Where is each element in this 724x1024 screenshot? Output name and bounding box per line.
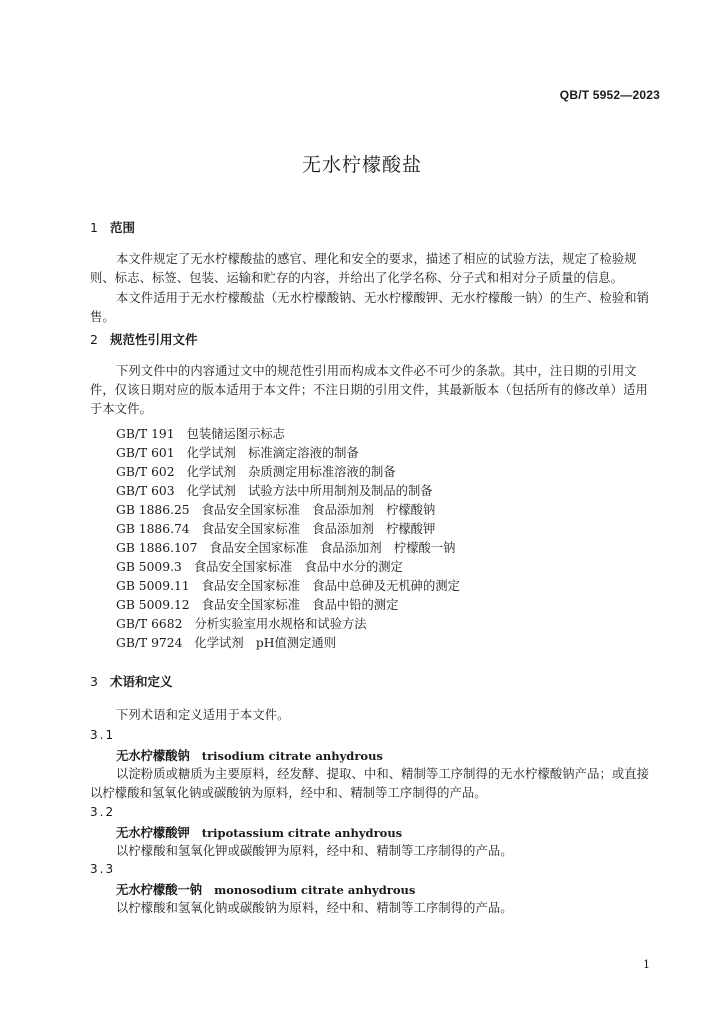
section-heading-scope bbox=[90, 218, 135, 236]
reference-title: 化学试剂 杂质测定用标准溶液的制备 bbox=[186, 465, 396, 479]
term-definition: 以柠檬酸和氢氧化钠或碳酸钠为原料，经中和、精制等工序制得的产品。 bbox=[116, 901, 513, 915]
reference-code: GB/T 9724 bbox=[116, 636, 183, 650]
page-number: 1 bbox=[643, 958, 650, 971]
scope-paragraph-2: 本文件适用于无水柠檬酸盐（无水柠檬酸钠、无水柠檬酸钾、无水柠檬酸一钠）的生产、检验和销售。 bbox=[90, 291, 650, 324]
normative-intro: 下列文件中的内容通过文中的规范性引用而构成本文件必不可少的条款。其中，注日期的引用文件，仅该日期对应的版本适用于本文件；不注日期的引用文件，其最新版本（包括所有的修改单）适用于本文件。 bbox=[90, 364, 648, 416]
term-entry bbox=[116, 823, 402, 841]
reference-item bbox=[116, 519, 435, 537]
reference-title: 化学试剂 试验方法中所用制剂及制品的制备 bbox=[186, 484, 433, 498]
reference-code: GB 1886.107 bbox=[116, 541, 198, 555]
reference-item bbox=[116, 424, 285, 442]
term-number: 3.2 bbox=[90, 805, 116, 819]
reference-item bbox=[116, 614, 367, 632]
reference-code: GB/T 602 bbox=[116, 465, 175, 479]
reference-title: 食品安全国家标准 食品中铅的测定 bbox=[201, 598, 399, 612]
reference-code: GB 1886.74 bbox=[116, 522, 190, 536]
reference-code: GB/T 601 bbox=[116, 446, 175, 460]
section-number: 1 bbox=[90, 220, 98, 235]
term-en: monosodium citrate anhydrous bbox=[214, 883, 416, 897]
reference-code: GB 5009.3 bbox=[116, 560, 182, 574]
section-heading-terms bbox=[90, 672, 173, 690]
reference-code: GB 5009.11 bbox=[116, 579, 190, 593]
term-number: 3.1 bbox=[90, 728, 116, 742]
standard-code: QB/T 5952—2023 bbox=[559, 88, 660, 102]
term-cn: 无水柠檬酸钾 bbox=[116, 826, 190, 840]
reference-code: GB 5009.12 bbox=[116, 598, 190, 612]
reference-item bbox=[116, 462, 396, 480]
section-number: 2 bbox=[90, 332, 98, 347]
reference-item bbox=[116, 557, 403, 575]
reference-item bbox=[116, 576, 460, 594]
term-definition: 以柠檬酸和氢氧化钾或碳酸钾为原料，经中和、精制等工序制得的产品。 bbox=[116, 844, 513, 858]
term-en: trisodium citrate anhydrous bbox=[201, 749, 383, 763]
section-title: 范围 bbox=[110, 220, 136, 235]
reference-title: 包装储运图示标志 bbox=[186, 427, 285, 441]
section-title: 术语和定义 bbox=[110, 674, 173, 689]
reference-code: GB/T 603 bbox=[116, 484, 175, 498]
reference-title: 分析实验室用水规格和试验方法 bbox=[194, 617, 367, 631]
term-entry bbox=[116, 880, 415, 898]
terms-intro: 下列术语和定义适用于本文件。 bbox=[116, 708, 290, 722]
page-title: 无水柠檬酸盐 bbox=[301, 154, 422, 176]
reference-item bbox=[116, 481, 433, 499]
term-definition: 以淀粉质或糖质为主要原料，经发酵、提取、中和、精制等工序制得的无水柠檬酸钠产品；或直接以柠檬酸和氢氧化钠或碳酸钠为原料，经中和、精制等工序制得的产品。 bbox=[90, 767, 650, 800]
section-heading-normative bbox=[90, 330, 198, 348]
reference-title: 食品安全国家标准 食品添加剂 柠檬酸一钠 bbox=[209, 541, 456, 555]
reference-item bbox=[116, 633, 336, 651]
reference-item bbox=[116, 538, 455, 556]
term-cn: 无水柠檬酸钠 bbox=[116, 749, 190, 763]
term-number: 3.3 bbox=[90, 862, 116, 876]
reference-code: GB/T 6682 bbox=[116, 617, 183, 631]
reference-item bbox=[116, 500, 435, 518]
reference-title: 化学试剂 标准滴定溶液的制备 bbox=[186, 446, 359, 460]
reference-title: 食品安全国家标准 食品添加剂 柠檬酸钾 bbox=[201, 522, 436, 536]
section-number: 3 bbox=[90, 674, 98, 689]
reference-item bbox=[116, 443, 359, 461]
scope-paragraph-1: 本文件规定了无水柠檬酸盐的感官、理化和安全的要求，描述了相应的试验方法，规定了检验规则、标志、标签、包装、运输和贮存的内容，并给出了化学名称、分子式和相对分子质量的信息。 bbox=[90, 252, 637, 285]
reference-title: 食品安全国家标准 食品添加剂 柠檬酸钠 bbox=[201, 503, 436, 517]
term-en: tripotassium citrate anhydrous bbox=[201, 826, 403, 840]
term-entry bbox=[116, 746, 383, 764]
reference-title: 化学试剂 pH值测定通则 bbox=[194, 636, 336, 650]
reference-item bbox=[116, 595, 398, 613]
reference-code: GB/T 191 bbox=[116, 427, 175, 441]
reference-title: 食品安全国家标准 食品中水分的测定 bbox=[193, 560, 403, 574]
reference-title: 食品安全国家标准 食品中总砷及无机砷的测定 bbox=[201, 579, 460, 593]
section-title: 规范性引用文件 bbox=[110, 332, 198, 347]
reference-code: GB 1886.25 bbox=[116, 503, 190, 517]
term-cn: 无水柠檬酸一钠 bbox=[116, 883, 203, 897]
